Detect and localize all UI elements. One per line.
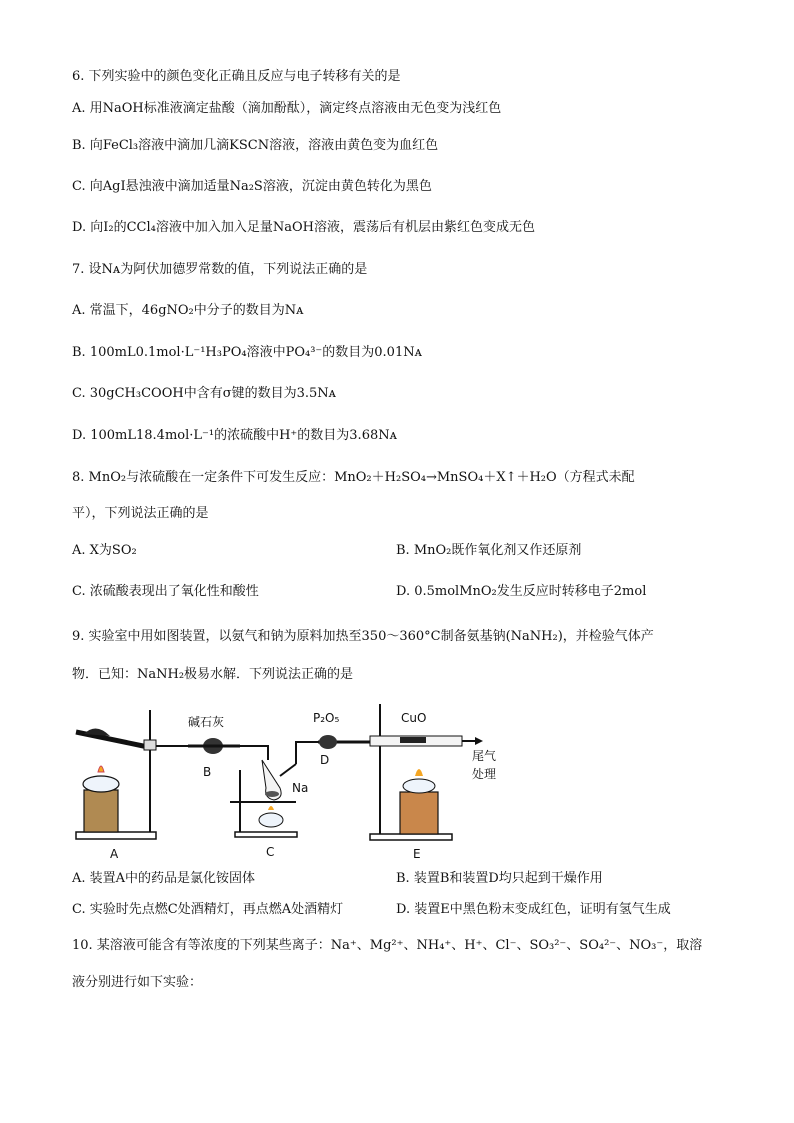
label-p2o5: P₂O₅	[313, 711, 340, 725]
q6-option-b: B. 向FeCl₃溶液中滴加几滴KSCN溶液，溶液由黄色变为血红色	[72, 138, 439, 153]
q6-option-a: A. 用NaOH标准液滴定盐酸（滴加酚酞），滴定终点溶液由无色变为浅红色	[72, 101, 502, 116]
q8-option-d: D. 0.5molMnO₂发生反应时转移电子2mol	[396, 584, 647, 599]
apparatus-e	[370, 704, 480, 861]
q7-option-a: A. 常温下，46gNO₂中分子的数目为Nᴀ	[72, 303, 304, 318]
q8-option-b: B. MnO₂既作氧化剂又作还原剂	[396, 543, 582, 558]
label-cuo: CuO	[401, 711, 427, 725]
q9-stem-line1: 9. 实验室中用如图装置，以氨气和钠为原料加热至350～360°C制备氨基钠(NaNH₂)，并检验气体产	[72, 629, 654, 644]
label-tail-1: 尾气	[472, 749, 497, 763]
q9-option-d: D. 装置E中黑色粉末变成红色，证明有氢气生成	[396, 902, 671, 917]
apparatus-a	[76, 710, 156, 861]
q9-option-c: C. 实验时先点燃C处酒精灯，再点燃A处酒精灯	[72, 902, 344, 917]
q6-stem: 6. 下列实验中的颜色变化正确且反应与电子转移有关的是	[72, 69, 401, 84]
label-na: Na	[292, 781, 309, 795]
q7-option-b: B. 100mL0.1mol·L⁻¹H₃PO₄溶液中PO₄³⁻的数目为0.01Nᴀ	[72, 345, 422, 360]
apparatus-d	[313, 711, 370, 767]
apparatus-c	[230, 760, 308, 859]
q7-option-d: D. 100mL18.4mol·L⁻¹的浓硫酸中H⁺的数目为3.68Nᴀ	[72, 428, 397, 443]
q6-option-d: D. 向I₂的CCl₄溶液中加入加入足量NaOH溶液，震荡后有机层由紫红色变成无色	[72, 220, 535, 235]
q8-stem-line1: 8. MnO₂与浓硫酸在一定条件下可发生反应：MnO₂＋H₂SO₄→MnSO₄＋X↑＋H₂O（方程式未配	[72, 470, 635, 485]
label-e: E	[413, 847, 421, 861]
label-a: A	[110, 847, 119, 861]
q7-option-c: C. 30gCH₃COOH中含有σ键的数目为3.5Nᴀ	[72, 386, 336, 401]
q9-stem-line2: 物．已知：NaNH₂极易水解．下列说法正确的是	[72, 667, 354, 682]
q9-option-b: B. 装置B和装置D均只起到干燥作用	[396, 871, 603, 886]
label-d: D	[320, 753, 330, 767]
label-b: B	[203, 765, 212, 779]
q10-stem-line1: 10. 某溶液可能含有等浓度的下列某些离子：Na⁺、Mg²⁺、NH₄⁺、H⁺、Cl⁻、SO₃²⁻、SO₄²⁻、NO₃⁻，取溶	[72, 938, 703, 953]
label-c: C	[266, 845, 275, 859]
label-lime: 碱石灰	[188, 715, 225, 729]
q10-stem-line2: 液分别进行如下实验：	[72, 975, 203, 990]
apparatus-b	[188, 714, 240, 779]
q7-stem: 7. 设Nᴀ为阿伏加德罗常数的值，下列说法正确的是	[72, 262, 368, 277]
q8-option-a: A. X为SO₂	[72, 543, 137, 558]
q9-option-a: A. 装置A中的药品是氯化铵固体	[72, 871, 256, 886]
q8-stem-line2: 平），下列说法正确的是	[72, 506, 209, 521]
q6-option-c: C. 向AgI悬浊液中滴加适量Na₂S溶液，沉淀由黄色转化为黑色	[72, 179, 432, 194]
label-tail-2: 处理	[472, 767, 497, 781]
apparatus-diagram	[70, 700, 520, 865]
q8-option-c: C. 浓硫酸表现出了氧化性和酸性	[72, 584, 259, 599]
